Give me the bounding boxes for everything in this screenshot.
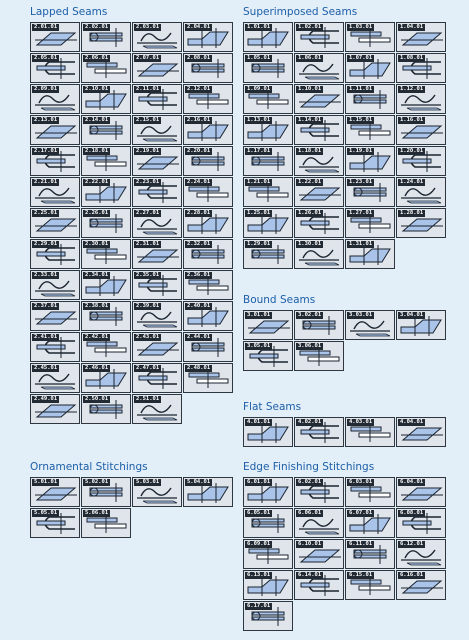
seam-tile bbox=[81, 22, 131, 52]
seam-tile bbox=[396, 310, 446, 340]
seam-code-label: 2.20.01 bbox=[187, 148, 211, 154]
seam-tile bbox=[294, 84, 344, 114]
seam-code-label: 2.26.01 bbox=[85, 210, 109, 216]
seam-tile bbox=[396, 22, 446, 52]
seam-code-label: 6.09.01 bbox=[247, 541, 271, 547]
seam-tile bbox=[81, 508, 131, 538]
seam-code-label: 6.11.01 bbox=[349, 541, 373, 547]
seam-code-label: 1.27.01 bbox=[349, 210, 373, 216]
seam-tile bbox=[30, 177, 80, 207]
seam-tile bbox=[81, 363, 131, 393]
seam-code-label: 5.06.01 bbox=[85, 510, 109, 516]
seam-tile bbox=[30, 53, 80, 83]
seam-code-label: 1.19.01 bbox=[349, 148, 373, 154]
seam-tile bbox=[30, 477, 80, 507]
seam-tile bbox=[132, 477, 182, 507]
seam-code-label: 6.01.01 bbox=[247, 479, 271, 485]
seam-tile bbox=[30, 208, 80, 238]
seam-tile bbox=[396, 417, 446, 447]
seam-code-label: 2.35.01 bbox=[136, 272, 160, 278]
seam-tile bbox=[396, 508, 446, 538]
seam-code-label: 2.18.01 bbox=[85, 148, 109, 154]
section-title-lapped-seams: Lapped Seams bbox=[30, 6, 108, 18]
seam-tile bbox=[396, 477, 446, 507]
seam-tile bbox=[30, 301, 80, 331]
seam-code-label: 1.10.01 bbox=[298, 86, 322, 92]
section-title-superimposed-seams: Superimposed Seams bbox=[243, 6, 358, 18]
seam-tile bbox=[81, 84, 131, 114]
seam-code-label: 2.51.01 bbox=[136, 396, 160, 402]
seam-tile bbox=[345, 539, 395, 569]
seam-tile bbox=[183, 53, 233, 83]
seam-tile bbox=[243, 208, 293, 238]
seam-code-label: 1.25.01 bbox=[247, 210, 271, 216]
seam-code-label: 2.30.01 bbox=[85, 241, 109, 247]
seam-code-label: 1.28.01 bbox=[400, 210, 424, 216]
seam-code-label: 5.02.01 bbox=[85, 479, 109, 485]
seam-tile bbox=[183, 363, 233, 393]
seam-code-label: 6.06.01 bbox=[298, 510, 322, 516]
seam-tile bbox=[132, 177, 182, 207]
seam-code-label: 2.06.01 bbox=[85, 55, 109, 61]
seam-tile bbox=[30, 146, 80, 176]
seam-code-label: 6.14.01 bbox=[298, 572, 322, 578]
seam-code-label: 1.11.01 bbox=[349, 86, 373, 92]
seam-tile bbox=[183, 477, 233, 507]
seam-tile bbox=[183, 84, 233, 114]
seam-tile bbox=[345, 22, 395, 52]
seam-grid-bound bbox=[243, 310, 446, 371]
seam-code-label: 6.05.01 bbox=[247, 510, 271, 516]
seam-code-label: 3.02.01 bbox=[298, 312, 322, 318]
seam-tile bbox=[345, 508, 395, 538]
seam-code-label: 6.13.01 bbox=[247, 572, 271, 578]
seam-tile bbox=[81, 53, 131, 83]
seam-code-label: 1.01.01 bbox=[247, 24, 271, 30]
seam-code-label: 2.07.01 bbox=[136, 55, 160, 61]
seam-tile bbox=[294, 177, 344, 207]
seam-tile bbox=[243, 477, 293, 507]
seam-code-label: 2.33.01 bbox=[34, 272, 58, 278]
seam-code-label: 2.16.01 bbox=[187, 117, 211, 123]
seam-code-label: 2.29.01 bbox=[34, 241, 58, 247]
seam-tile bbox=[345, 115, 395, 145]
seam-code-label: 1.18.01 bbox=[298, 148, 322, 154]
seam-tile bbox=[183, 239, 233, 269]
seam-code-label: 6.08.01 bbox=[400, 510, 424, 516]
seam-tile bbox=[30, 332, 80, 362]
seam-tile bbox=[294, 22, 344, 52]
seam-code-label: 6.03.01 bbox=[349, 479, 373, 485]
seam-grid-edge-finishing bbox=[243, 477, 446, 631]
section-edge-finishing-stitchings bbox=[243, 461, 446, 631]
seam-code-label: 1.04.01 bbox=[400, 24, 424, 30]
seam-tile bbox=[243, 115, 293, 145]
seam-code-label: 1.22.01 bbox=[298, 179, 322, 185]
seam-code-label: 1.29.01 bbox=[247, 241, 271, 247]
seam-code-label: 5.05.01 bbox=[34, 510, 58, 516]
seam-code-label: 1.21.01 bbox=[247, 179, 271, 185]
seam-tile bbox=[345, 146, 395, 176]
seam-tile bbox=[345, 239, 395, 269]
seam-tile bbox=[294, 146, 344, 176]
seam-grid-lapped bbox=[30, 22, 233, 424]
seam-tile bbox=[396, 208, 446, 238]
seam-tile bbox=[294, 341, 344, 371]
seam-tile bbox=[81, 146, 131, 176]
seam-code-label: 4.03.01 bbox=[349, 419, 373, 425]
seam-code-label: 2.14.01 bbox=[85, 117, 109, 123]
seam-grid-superimposed bbox=[243, 22, 446, 269]
seam-tile bbox=[183, 301, 233, 331]
seam-tile bbox=[81, 239, 131, 269]
section-ornamental-stitchings bbox=[30, 461, 233, 538]
seam-code-label: 2.28.01 bbox=[187, 210, 211, 216]
seam-tile bbox=[396, 539, 446, 569]
seam-code-label: 2.46.01 bbox=[85, 365, 109, 371]
seam-tile bbox=[396, 115, 446, 145]
seam-code-label: 4.04.01 bbox=[400, 419, 424, 425]
seam-code-label: 2.43.01 bbox=[136, 334, 160, 340]
seam-code-label: 2.50.01 bbox=[85, 396, 109, 402]
seam-code-label: 5.01.01 bbox=[34, 479, 58, 485]
seam-code-label: 2.21.01 bbox=[34, 179, 58, 185]
seam-tile bbox=[30, 84, 80, 114]
seam-tile bbox=[243, 239, 293, 269]
seam-tile bbox=[30, 394, 80, 424]
seam-code-label: 1.15.01 bbox=[349, 117, 373, 123]
seam-tile bbox=[243, 570, 293, 600]
seam-code-label: 3.05.01 bbox=[247, 343, 271, 349]
seam-code-label: 2.24.01 bbox=[187, 179, 211, 185]
seam-tile bbox=[243, 310, 293, 340]
seam-tile bbox=[81, 332, 131, 362]
seam-code-label: 6.12.01 bbox=[400, 541, 424, 547]
seam-code-label: 2.10.01 bbox=[85, 86, 109, 92]
seam-tile bbox=[345, 84, 395, 114]
seam-code-label: 5.04.01 bbox=[187, 479, 211, 485]
seam-tile bbox=[132, 53, 182, 83]
seam-code-label: 2.45.01 bbox=[34, 365, 58, 371]
seam-code-label: 6.02.01 bbox=[298, 479, 322, 485]
seam-code-label: 1.24.01 bbox=[400, 179, 424, 185]
seam-code-label: 1.26.01 bbox=[298, 210, 322, 216]
seam-code-label: 2.37.01 bbox=[34, 303, 58, 309]
seam-code-label: 6.04.01 bbox=[400, 479, 424, 485]
seam-tile bbox=[132, 115, 182, 145]
seam-tile bbox=[294, 417, 344, 447]
seam-tile bbox=[30, 22, 80, 52]
seam-tile bbox=[30, 508, 80, 538]
seam-code-label: 1.02.01 bbox=[298, 24, 322, 30]
seam-tile bbox=[294, 239, 344, 269]
seam-code-label: 4.02.01 bbox=[298, 419, 322, 425]
seam-code-label: 2.31.01 bbox=[136, 241, 160, 247]
seam-code-label: 2.02.01 bbox=[85, 24, 109, 30]
seam-tile bbox=[30, 363, 80, 393]
seam-code-label: 6.16.01 bbox=[400, 572, 424, 578]
seam-code-label: 1.17.01 bbox=[247, 148, 271, 154]
seam-code-label: 2.47.01 bbox=[136, 365, 160, 371]
seam-code-label: 1.20.01 bbox=[400, 148, 424, 154]
seam-code-label: 2.12.01 bbox=[187, 86, 211, 92]
seam-tile bbox=[243, 22, 293, 52]
seam-tile bbox=[81, 394, 131, 424]
seam-tile bbox=[81, 115, 131, 145]
seam-tile bbox=[243, 539, 293, 569]
seam-code-label: 3.01.01 bbox=[247, 312, 271, 318]
seam-tile bbox=[30, 239, 80, 269]
seam-tile bbox=[132, 270, 182, 300]
section-title-ornamental-stitchings: Ornamental Stitchings bbox=[30, 461, 148, 473]
seam-code-label: 1.05.01 bbox=[247, 55, 271, 61]
seam-code-label: 1.30.01 bbox=[298, 241, 322, 247]
section-bound-seams bbox=[243, 294, 446, 371]
seam-code-label: 2.34.01 bbox=[85, 272, 109, 278]
seam-code-label: 2.38.01 bbox=[85, 303, 109, 309]
seam-code-label: 2.08.01 bbox=[187, 55, 211, 61]
seam-code-label: 2.01.01 bbox=[34, 24, 58, 30]
seam-tile bbox=[294, 310, 344, 340]
seam-code-label: 1.16.01 bbox=[400, 117, 424, 123]
seam-tile bbox=[294, 539, 344, 569]
seam-tile bbox=[396, 570, 446, 600]
seam-code-label: 6.10.01 bbox=[298, 541, 322, 547]
seam-tile bbox=[183, 177, 233, 207]
seam-tile bbox=[345, 417, 395, 447]
seam-code-label: 2.22.01 bbox=[85, 179, 109, 185]
seam-code-label: 2.36.01 bbox=[187, 272, 211, 278]
seam-code-label: 1.13.01 bbox=[247, 117, 271, 123]
seam-tile bbox=[396, 84, 446, 114]
seam-code-label: 1.23.01 bbox=[349, 179, 373, 185]
seam-code-label: 3.03.01 bbox=[349, 312, 373, 318]
seam-code-label: 6.07.01 bbox=[349, 510, 373, 516]
seam-tile bbox=[183, 270, 233, 300]
seam-grid-ornamental bbox=[30, 477, 233, 538]
seam-code-label: 5.03.01 bbox=[136, 479, 160, 485]
seam-tile bbox=[81, 270, 131, 300]
seam-code-label: 1.03.01 bbox=[349, 24, 373, 30]
seam-tile bbox=[243, 177, 293, 207]
seam-tile bbox=[345, 570, 395, 600]
seam-tile bbox=[396, 146, 446, 176]
seam-code-label: 3.04.01 bbox=[400, 312, 424, 318]
seam-tile bbox=[81, 177, 131, 207]
seam-code-label: 2.40.01 bbox=[187, 303, 211, 309]
seam-code-label: 2.15.01 bbox=[136, 117, 160, 123]
section-superimposed-seams bbox=[243, 6, 446, 269]
seam-code-label: 3.06.01 bbox=[298, 343, 322, 349]
seam-tile bbox=[81, 208, 131, 238]
seam-tile bbox=[132, 22, 182, 52]
seam-code-label: 2.42.01 bbox=[85, 334, 109, 340]
seam-tile bbox=[294, 208, 344, 238]
seam-code-label: 2.05.01 bbox=[34, 55, 58, 61]
section-title-flat-seams: Flat Seams bbox=[243, 401, 302, 413]
seam-code-label: 2.44.01 bbox=[187, 334, 211, 340]
seam-tile bbox=[132, 394, 182, 424]
seam-code-label: 1.09.01 bbox=[247, 86, 271, 92]
seam-tile bbox=[345, 177, 395, 207]
seam-tile bbox=[294, 570, 344, 600]
seam-tile bbox=[132, 146, 182, 176]
section-title-edge-finishing-stitchings: Edge Finishing Stitchings bbox=[243, 461, 375, 473]
seam-code-label: 2.04.01 bbox=[187, 24, 211, 30]
seam-tile bbox=[396, 177, 446, 207]
seam-code-label: 2.19.01 bbox=[136, 148, 160, 154]
seam-tile bbox=[183, 22, 233, 52]
seam-code-label: 2.09.01 bbox=[34, 86, 58, 92]
seam-tile bbox=[183, 115, 233, 145]
section-title-bound-seams: Bound Seams bbox=[243, 294, 316, 306]
seam-tile bbox=[345, 310, 395, 340]
seam-tile bbox=[132, 239, 182, 269]
seam-code-label: 2.11.01 bbox=[136, 86, 160, 92]
seam-tile bbox=[30, 115, 80, 145]
seam-tile bbox=[183, 208, 233, 238]
seam-tile bbox=[81, 477, 131, 507]
seam-tile bbox=[81, 301, 131, 331]
seam-tile bbox=[243, 508, 293, 538]
seam-code-label: 1.14.01 bbox=[298, 117, 322, 123]
seam-code-label: 2.23.01 bbox=[136, 179, 160, 185]
seam-tile bbox=[183, 146, 233, 176]
seam-tile bbox=[345, 53, 395, 83]
seam-code-label: 2.13.01 bbox=[34, 117, 58, 123]
seam-tile bbox=[243, 601, 293, 631]
seam-tile bbox=[132, 208, 182, 238]
section-lapped-seams bbox=[30, 6, 233, 424]
seam-code-label: 2.39.01 bbox=[136, 303, 160, 309]
seam-code-label: 2.17.01 bbox=[34, 148, 58, 154]
seam-tile bbox=[243, 53, 293, 83]
seam-tile bbox=[243, 417, 293, 447]
seam-tile bbox=[396, 53, 446, 83]
seam-tile bbox=[243, 341, 293, 371]
seam-tile bbox=[345, 477, 395, 507]
seam-code-label: 1.31.01 bbox=[349, 241, 373, 247]
seam-tile bbox=[294, 53, 344, 83]
seam-code-label: 2.25.01 bbox=[34, 210, 58, 216]
seam-grid-flat bbox=[243, 417, 446, 447]
seam-code-label: 2.03.01 bbox=[136, 24, 160, 30]
seam-code-label: 2.41.01 bbox=[34, 334, 58, 340]
seam-code-label: 1.07.01 bbox=[349, 55, 373, 61]
seam-code-label: 1.08.01 bbox=[400, 55, 424, 61]
seam-code-label: 6.15.01 bbox=[349, 572, 373, 578]
section-flat-seams bbox=[243, 401, 446, 447]
seam-code-label: 1.06.01 bbox=[298, 55, 322, 61]
seam-code-label: 2.49.01 bbox=[34, 396, 58, 402]
seam-code-label: 1.12.01 bbox=[400, 86, 424, 92]
seam-tile bbox=[294, 115, 344, 145]
seam-tile bbox=[294, 508, 344, 538]
seam-tile bbox=[243, 146, 293, 176]
seam-tile bbox=[243, 84, 293, 114]
seam-tile bbox=[345, 208, 395, 238]
seam-code-label: 4.01.01 bbox=[247, 419, 271, 425]
seam-tile bbox=[183, 332, 233, 362]
seam-tile bbox=[132, 84, 182, 114]
seam-tile bbox=[132, 363, 182, 393]
seam-code-label: 6.17.01 bbox=[247, 603, 271, 609]
seam-tile bbox=[132, 301, 182, 331]
seam-code-label: 2.32.01 bbox=[187, 241, 211, 247]
seam-code-label: 2.27.01 bbox=[136, 210, 160, 216]
seam-tile bbox=[132, 332, 182, 362]
seam-tile bbox=[30, 270, 80, 300]
seam-code-label: 2.48.01 bbox=[187, 365, 211, 371]
seam-tile bbox=[294, 477, 344, 507]
